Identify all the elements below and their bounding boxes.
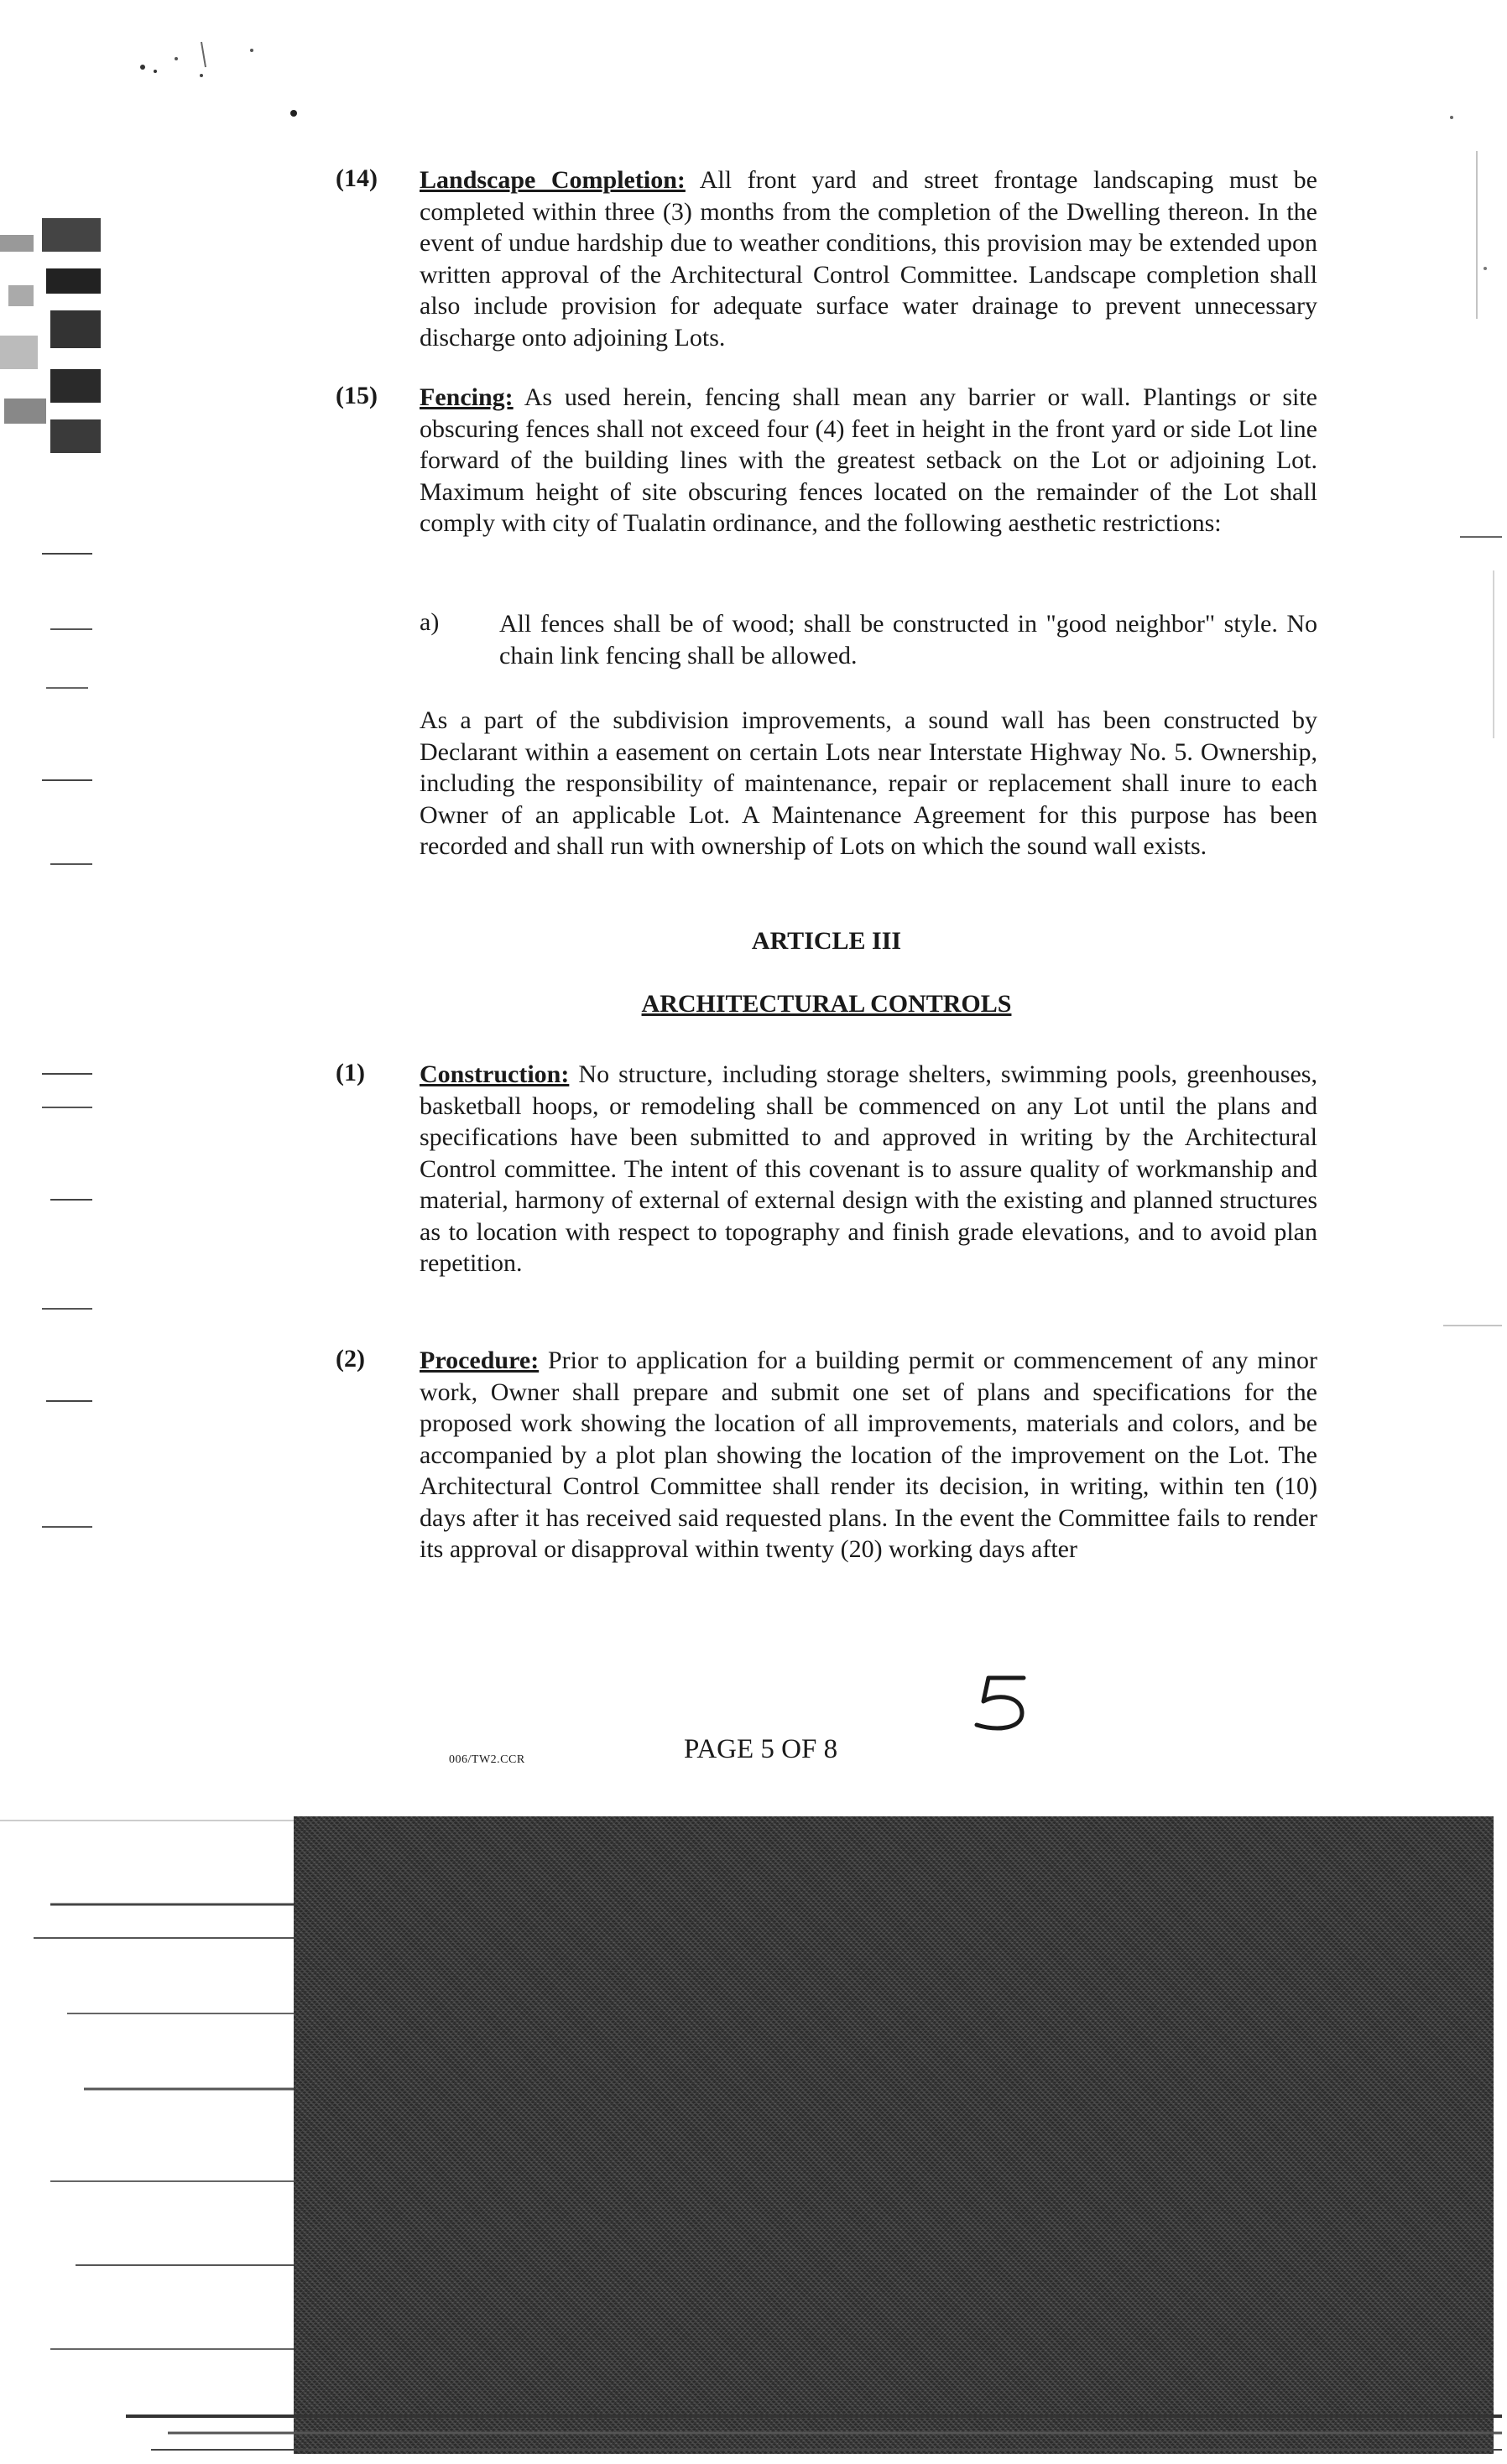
scan-marks-left — [0, 201, 109, 478]
scan-streaks-bottom — [0, 1812, 1507, 2464]
section-paragraph — [420, 164, 1317, 353]
section-paragraph — [420, 1345, 1317, 1565]
handwritten-page-number — [965, 1670, 1040, 1737]
section-number: (15) — [336, 382, 378, 409]
scan-marks-right — [1426, 67, 1507, 1577]
section-heading: Procedure: — [420, 1347, 540, 1374]
page-number: PAGE 5 OF 8 — [684, 1734, 838, 1764]
article-title — [336, 990, 1317, 1018]
section-landscape-completion — [336, 164, 1317, 378]
sound-wall-paragraph-block — [336, 705, 1317, 888]
section-procedure — [336, 1345, 1317, 1591]
scan-margin-lines — [42, 503, 117, 1594]
subsection-letter: a) — [420, 608, 440, 636]
section-heading: Landscape Completion: — [420, 166, 686, 194]
section-fencing — [336, 382, 1317, 565]
article-label: ARTICLE III — [751, 927, 902, 955]
section-heading: Fencing: — [420, 383, 514, 411]
section-text: No structure, including storage shelters, swimming pools, greenhouses, basketball hoops, or remodeling shall be commenced on any Lot until the plans and specifications have been submitted to and approved in writing by the Architectural Control committee. The intent of this covenant is to assure quality of workmanship and material, harmony of external of external design with the existing and planned structures as to location with respect to topography and finish grade elevations, and to avoid plan repetition. — [420, 1060, 1317, 1277]
section-heading: Construction: — [420, 1060, 570, 1088]
section-text: As used herein, fencing shall mean any barrier or wall. Plantings or site obscuring fences shall not exceed four (4) feet in height in the front yard or side Lot line forward of the building lines with the greatest setback on the Lot or adjoining Lot. Maximum height of site obscuring fences located on the remainder of the Lot shall comply with city of Tualatin ordinance, and the following aesthetic restrictions: — [420, 383, 1317, 537]
section-paragraph — [420, 1059, 1317, 1279]
section-construction — [336, 1059, 1317, 1305]
section-text: Prior to application for a building permit or commencement of any minor work, Owner shall prepare and submit one set of plans and specifications for the proposed work showing the location of all improvements, materials and colors, and be accompanied by a plot plan showing the location of the improvement on the Lot. The Architectural Control Committee shall render its decision, in writing, within ten (10) days after it has received said requested plans. In the event the Committee fails to render its approval or disapproval within twenty (20) working days after — [420, 1347, 1317, 1563]
subsection-fencing-a — [336, 608, 1317, 696]
document-code: 006/TW2.CCR — [449, 1753, 525, 1766]
section-number: (2) — [336, 1345, 365, 1373]
section-number: (14) — [336, 164, 378, 192]
subsection-text: All fences shall be of wood; shall be constructed in "good neighbor" style. No chain link fencing shall be allowed. — [499, 610, 1317, 669]
article-title-text: ARCHITECTURAL CONTROLS — [641, 990, 1012, 1018]
section-number: (1) — [336, 1059, 365, 1086]
scan-specks-top — [126, 34, 378, 134]
sound-wall-paragraph: As a part of the subdivision improvements, a sound wall has been constructed by Declarant within a easement on certain Lots near Interstate Highway No. 5. Ownership, including the responsibility of maintenance, repair or replacement shall inure to each Owner of an applicable Lot. A Maintenance Agreement for this purpose has been recorded and shall run with ownership of Lots on which the sound wall exists. — [420, 706, 1317, 860]
section-paragraph — [420, 382, 1317, 539]
section-text: All front yard and street frontage landscaping must be completed within three (3) months from the completion of the Dwelling thereon. In the event of undue hardship due to weather conditions, this provision may be extended upon written approval of the Architectural Control Committee. Landscape completion shall also include provision for adequate surface water drainage to prevent unnecessary discharge onto adjoining Lots. — [420, 166, 1317, 352]
